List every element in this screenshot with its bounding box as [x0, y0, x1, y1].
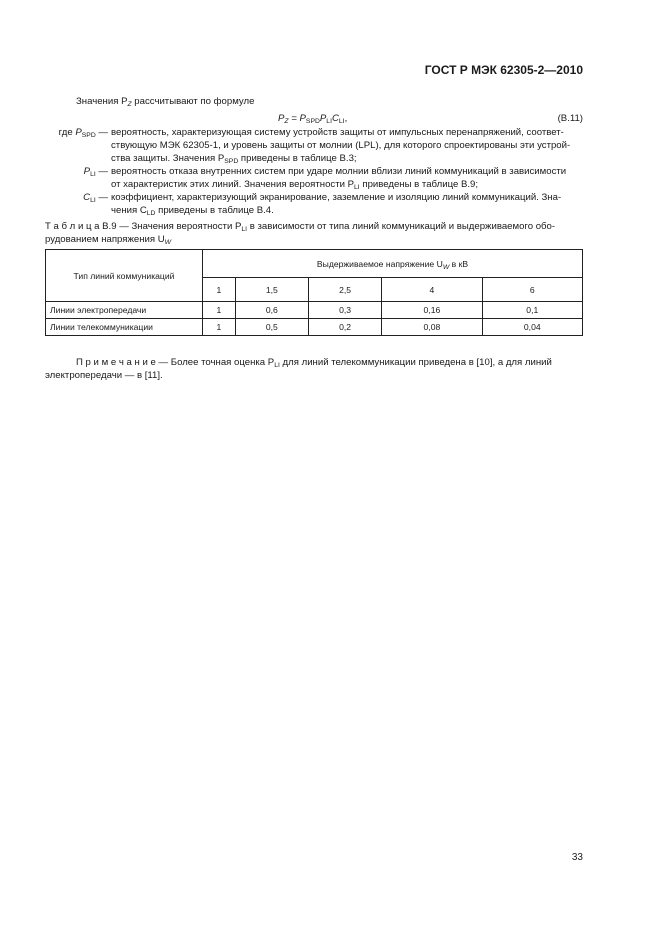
voltage-cell: 1,5	[235, 278, 308, 302]
definition-ref-sub: SPD	[224, 158, 239, 165]
note-sub: LI	[274, 362, 280, 369]
note	[45, 356, 583, 382]
page-number: 33	[571, 852, 583, 863]
note-line2: электропередачи — в [11].	[45, 370, 163, 381]
intro-tail: рассчитывают по формуле	[131, 96, 255, 107]
formula-sub-li: LI	[326, 118, 332, 125]
definition-line-text: от характеристик этих линий. Значения вероятности P	[111, 179, 355, 190]
group-header-text: Выдерживаемое напряжение U	[316, 258, 443, 269]
table-caption-line2	[45, 233, 583, 246]
formula-c: C	[331, 113, 339, 124]
value-cell: 0,6	[235, 302, 308, 319]
table-row	[46, 319, 583, 336]
formula-p2: P	[319, 113, 327, 124]
group-header-sub: W	[442, 263, 450, 271]
term-sub: LI	[90, 171, 96, 178]
table-caption-sub2: W	[164, 239, 172, 246]
group-header-cell	[203, 250, 583, 278]
definition-ref-sub: LD	[146, 210, 156, 217]
table-caption	[45, 220, 583, 246]
value-cell: 0,04	[482, 319, 582, 336]
definition-p-li	[44, 165, 582, 191]
definition-line: вероятность отказа внутренних систем при ударе молнии вблизи линий коммуникаций в зависимости	[111, 166, 567, 177]
definition-ref-tail: приведены в таблице B.3;	[238, 153, 357, 164]
definition-ref-tail: приведены в таблице B.4.	[155, 205, 274, 216]
term-dash: —	[95, 166, 108, 177]
value-cell: 0,2	[308, 319, 381, 336]
row-header-cell: Тип линий коммуникаций	[46, 250, 203, 302]
formula-intro	[76, 95, 254, 108]
term-dash: —	[95, 127, 108, 138]
term-symbol: C	[83, 192, 91, 203]
definition-line	[111, 204, 582, 217]
voltage-cell: 4	[382, 278, 482, 302]
definition-text	[111, 191, 582, 217]
definition-line	[111, 178, 582, 191]
formula-eq: = P	[288, 113, 306, 124]
definition-line	[111, 152, 582, 165]
definition-term	[44, 165, 111, 191]
formula-sub-li2: LI	[338, 118, 345, 125]
definition-ref-tail: приведены в таблице B.9;	[359, 179, 479, 190]
definition-line-text: чения C	[111, 205, 147, 216]
table-header-row	[46, 250, 583, 278]
note-line1	[45, 356, 583, 369]
voltage-cell: 6	[482, 278, 582, 302]
definition-text	[111, 165, 582, 191]
value-cell: 1	[203, 302, 236, 319]
table-caption-sub: LI	[241, 226, 248, 233]
definitions-list	[44, 126, 582, 217]
group-header-tail: в кВ	[449, 258, 469, 269]
table-caption-text2: в зависимости от типа линий коммуникаций и выдерживаемого обо-	[247, 221, 556, 232]
definition-p-spd	[44, 126, 582, 165]
definition-text	[111, 126, 582, 165]
term-sub: SPD	[81, 132, 96, 139]
definition-term	[44, 191, 111, 217]
value-cell: 1	[203, 319, 236, 336]
table-caption-line1	[45, 220, 583, 233]
definition-line: ствующую МЭК 62305-1, и уровень защиты от молнии (LPL), для которого спроектированы эти устрой-	[111, 140, 571, 151]
voltage-cell: 2,5	[308, 278, 381, 302]
document-number-header: ГОСТ Р МЭК 62305-2—2010	[424, 63, 583, 77]
table-caption-text: B.9 — Значения вероятности P	[99, 221, 242, 232]
definition-line: вероятность, характеризующая систему устройств защиты от импульсных перенапряжений, соответ-	[111, 127, 564, 138]
row-type-cell: Линии телекоммуникации	[46, 319, 203, 336]
note-label: П р и м е ч а н и е	[76, 357, 156, 368]
note-text2: для линий телекоммуникации приведена в [10], а для линий	[279, 357, 552, 368]
row-type-cell: Линии электропередачи	[46, 302, 203, 319]
formula-end: ,	[344, 113, 348, 124]
formula	[278, 112, 347, 125]
term-prefix: где	[58, 127, 76, 138]
intro-sub: Z	[127, 101, 132, 108]
probability-table	[45, 249, 583, 336]
term-sub: LI	[90, 197, 96, 204]
formula-number: (B.11)	[557, 113, 583, 124]
definition-line-text: ства защиты. Значения P	[111, 153, 225, 164]
value-cell: 0,16	[382, 302, 482, 319]
formula-sub-spd: SPD	[305, 118, 320, 125]
definition-ref-sub: LI	[354, 184, 360, 191]
table-caption-label: Т а б л и ц а	[45, 221, 100, 232]
value-cell: 0,08	[382, 319, 482, 336]
note-text: — Более точная оценка P	[155, 357, 275, 368]
voltage-cell: 1	[203, 278, 236, 302]
definition-term	[44, 126, 111, 165]
value-cell: 0,3	[308, 302, 381, 319]
table-row	[46, 302, 583, 319]
term-symbol: P	[83, 166, 91, 177]
term-symbol: P	[75, 127, 82, 138]
definition-line: коэффициент, характеризующий экранирование, заземление и изоляцию линий коммуникаций. Зна-	[111, 192, 562, 203]
formula-lhs-sub: Z	[284, 118, 289, 125]
term-dash: —	[95, 192, 108, 203]
formula-lhs: P	[278, 113, 285, 124]
intro-text: Значения P	[76, 96, 128, 107]
value-cell: 0,1	[482, 302, 582, 319]
value-cell: 0,5	[235, 319, 308, 336]
table-caption-line2-text: рудованием напряжения U	[45, 234, 165, 245]
definition-c-li	[44, 191, 582, 217]
